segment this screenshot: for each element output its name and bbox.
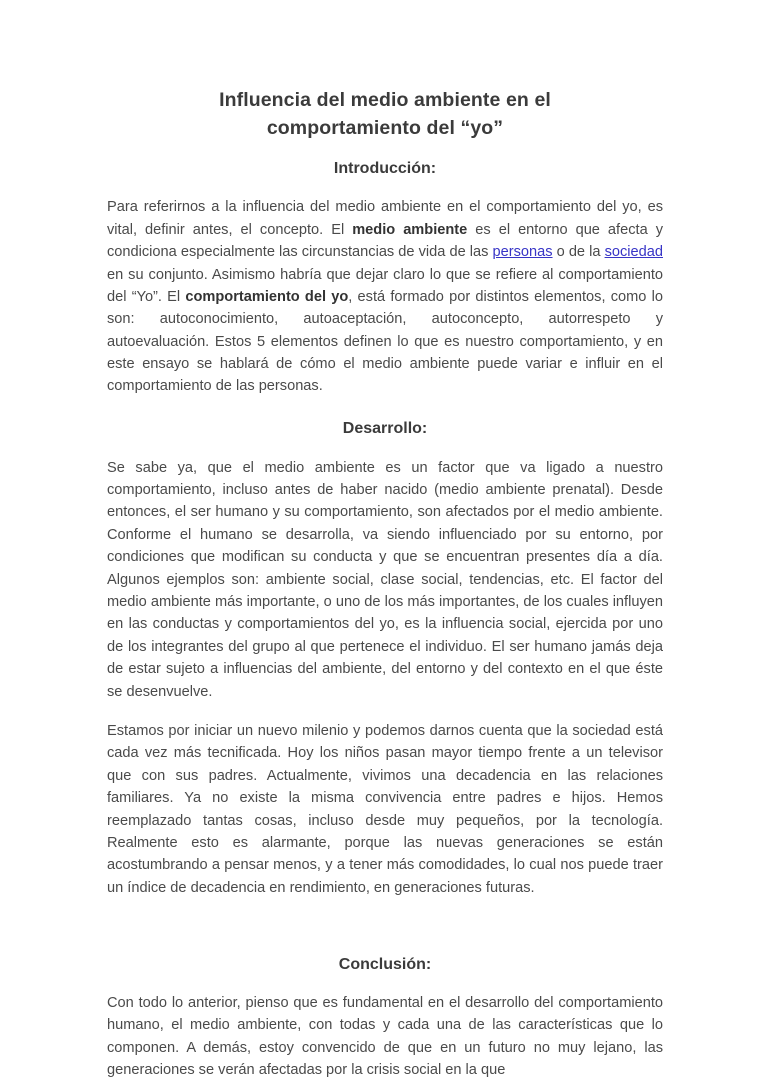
section-heading-desarrollo: Desarrollo: — [342, 419, 428, 437]
page-title-line-2: comportamiento del “yo” — [266, 117, 504, 140]
bold-term-comportamiento-del-yo: comportamiento del yo — [185, 288, 349, 305]
paragraph-introduccion — [107, 179, 663, 398]
page-title-line-1: Influencia del medio ambiente en el — [219, 89, 551, 111]
paragraph-conclusion: Con todo lo anterior, pienso que es fundamental en el desarrollo del comportamiento humano, el medio ambiente, con todas y cada una de las características que lo componen. A demás, estoy convencido de que en un futuro no muy lejano, las generaciones se verán afectadas por la crisis social en la que — [107, 994, 663, 1079]
link-sociedad[interactable]: sociedad — [604, 244, 663, 261]
paragraph-desarrollo-2: Estamos por iniciar un nuevo milenio y podemos darnos cuenta que la sociedad está cada vez más tecnificada. Hoy los niños pasan mayor tiempo frente a un televisor que con sus padres. Actualmente, vivimos una decadencia en las relaciones familiares. Ya no existe la misma convivencia entre padres e hijos. Hemos reemplazado tantas cosas, incluso desde muy pequeños, por la tecnología. Realmente esto es alarmante, porque las nuevas generaciones se están acostumbrando a pensar menos, y a tener más comodidades, lo cual nos puede traer un índice de decadencia en rendimiento, en generaciones futuras. — [107, 722, 663, 896]
text-run: en su conjunto. Asimismo habría que dejar claro lo que se refiere al comportamiento del “Yo”. El — [107, 266, 663, 305]
section-heading-introduccion: Introducción: — [333, 159, 437, 177]
link-personas[interactable]: personas — [492, 244, 553, 261]
page-title — [107, 0, 663, 143]
text-run: es el entorno que afecta y condiciona especialmente las circunstancias de vida de las — [107, 221, 663, 261]
bold-term-medio-ambiente: medio ambiente — [352, 221, 468, 238]
section-heading-conclusion: Conclusión: — [338, 956, 432, 974]
paragraph-desarrollo-1: Se sabe ya, que el medio ambiente es un factor que va ligado a nuestro comportamiento, incluso antes de haber nacido (medio ambiente prenatal). Desde entonces, el ser humano y su comportamiento, son afectados por el medio ambiente. Conforme el humano se desarrolla, va siendo influenciado por su entorno, por condiciones que modifican su conducta y que se encuentran presentes día a día. Algunos ejemplos son: ambiente social, clase social, tendencias, etc. El factor del medio ambiente más importante, o uno de los más importantes, de los cuales influyen en las conductas y comportamientos del yo, es la influencia social, ejercida por uno de los integrantes del grupo al que pertenece el individuo. El ser humano jamás deja de estar sujeto a influencias del ambiente, del entorno y del contexto en el que éste se desenvuelve. — [107, 459, 663, 700]
text-run: o de la — [552, 244, 605, 261]
text-run: , está formado por distintos elementos, como lo son: autoconocimiento, autoaceptación, autoconcepto, autorrespeto y autoevaluación. Estos 5 elementos definen lo que es nuestro comportamiento, y en este ensayo se hablará de cómo el medio ambiente puede variar e influir en el comportamiento de las personas. — [107, 288, 663, 395]
document-content — [107, 0, 663, 1081]
text-run: Para referirnos a la influencia del medio ambiente en el comportamiento del yo, es vital, definir antes, el concepto. El — [107, 199, 663, 238]
